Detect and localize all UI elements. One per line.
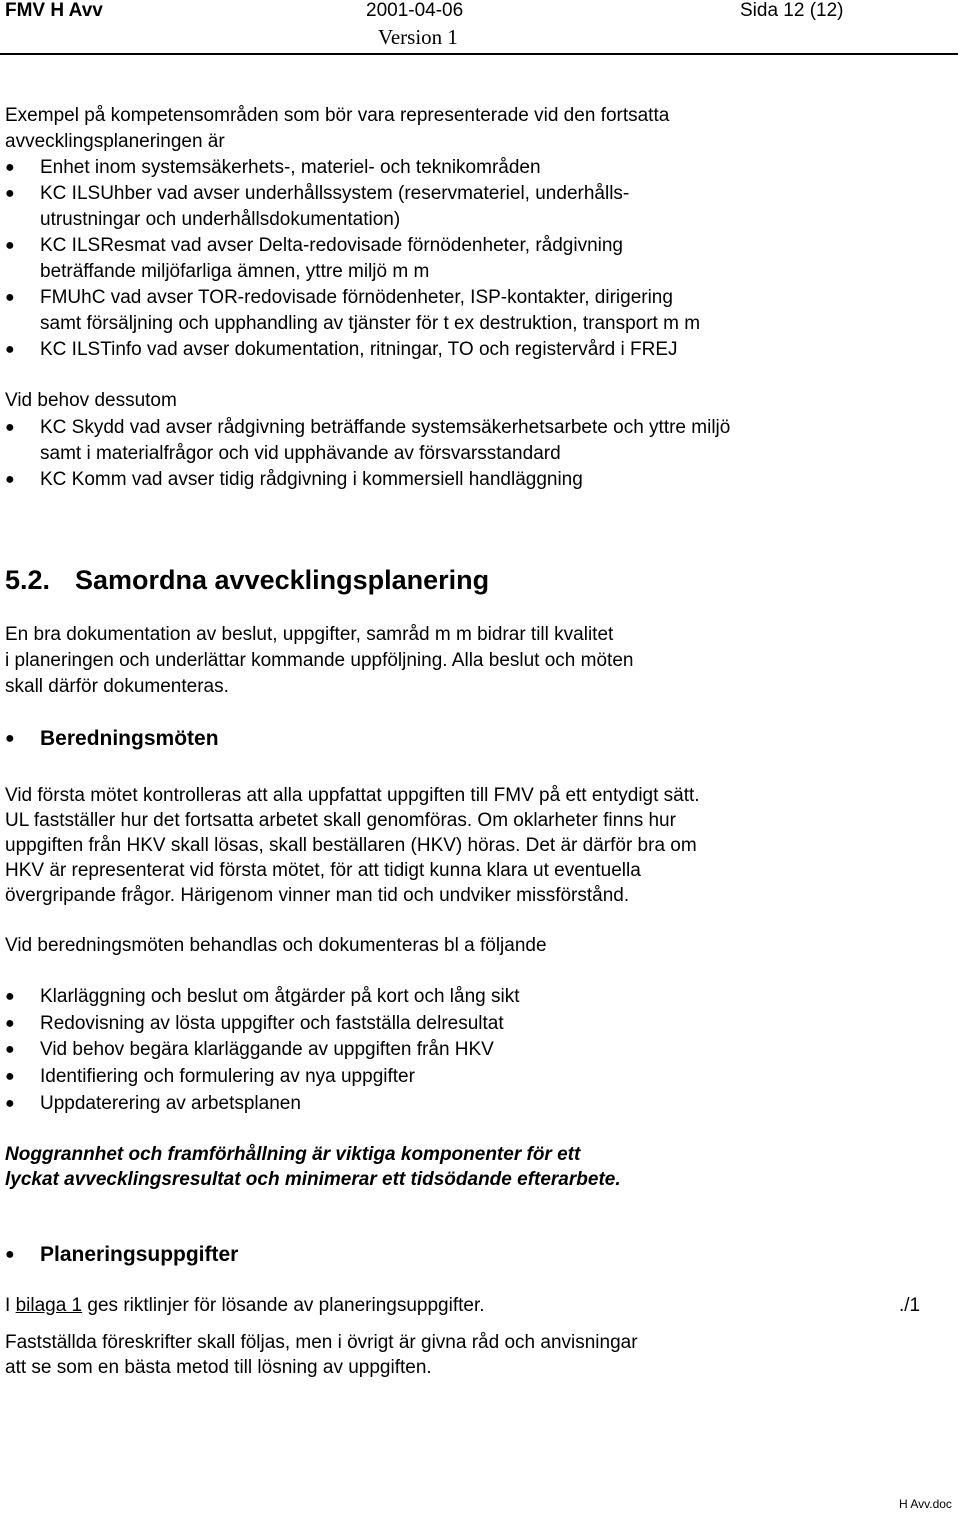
list-item: FMUhC vad avser TOR-redovisade förnödenheter, ISP-kontakter, dirigering bbox=[40, 287, 673, 308]
section-number: 5.2. bbox=[5, 565, 51, 595]
list-item: Redovisning av lösta uppgifter och fastställa delresultat bbox=[40, 1013, 504, 1034]
header-date: 2001-04-06 bbox=[366, 0, 464, 21]
list-item: samt försäljning och upphandling av tjänster för t ex destruktion, transport m m bbox=[40, 313, 701, 334]
paragraph-line: skall därför dokumenteras. bbox=[5, 676, 229, 697]
paragraph-line: UL fastställer hur det fortsatta arbetet skall genomföras. Om oklarheter finns hur bbox=[5, 810, 676, 831]
bullet-icon: ● bbox=[5, 988, 15, 1005]
bullet-icon: ● bbox=[5, 159, 15, 176]
emphasis-line: Noggrannhet och framförhållning är viktiga komponenter för ett bbox=[5, 1144, 581, 1165]
bullet-icon: ● bbox=[5, 1041, 15, 1058]
bullet-icon: ● bbox=[5, 730, 15, 747]
header-version: Version 1 bbox=[378, 25, 458, 49]
bullet-icon: ● bbox=[5, 1246, 15, 1263]
list-item: KC ILSUhber vad avser underhållssystem (reservmateriel, underhålls- bbox=[40, 183, 630, 204]
intro-text: Exempel på kompetensområden som bör vara representerade vid den fortsatta bbox=[5, 105, 670, 126]
bullet-icon: ● bbox=[5, 419, 15, 436]
paragraph-line: Vid första mötet kontrolleras att alla uppfattat uppgiften till FMV på ett entydigt sätt. bbox=[5, 785, 700, 806]
footer-filename: H Avv.doc bbox=[899, 1497, 952, 1511]
bullet-icon: ● bbox=[5, 341, 15, 358]
list-item: KC Komm vad avser tidig rådgivning i kommersiell handläggning bbox=[40, 469, 583, 490]
paragraph-line: i planeringen och underlättar kommande uppföljning. Alla beslut och möten bbox=[5, 650, 634, 671]
bullet-icon: ● bbox=[5, 1068, 15, 1085]
header-page-number: Sida 12 (12) bbox=[740, 0, 844, 21]
margin-reference: ./1 bbox=[899, 1295, 921, 1316]
paragraph-line: Fastställda föreskrifter skall följas, men i övrigt är givna råd och anvisningar bbox=[5, 1332, 638, 1353]
intro-text: avvecklingsplaneringen är bbox=[5, 131, 225, 152]
header-divider bbox=[0, 53, 958, 55]
list-item: Enhet inom systemsäkerhets-, materiel- och teknikområden bbox=[40, 157, 541, 178]
paragraph-line: HKV är representerat vid första mötet, för att tidigt kunna klara ut eventuella bbox=[5, 860, 641, 881]
paragraph-line: övergripande frågor. Härigenom vinner man tid och undviker missförstånd. bbox=[5, 885, 630, 906]
subheading: Vid behov dessutom bbox=[5, 390, 177, 411]
bullet-icon: ● bbox=[5, 1095, 15, 1112]
bullet-icon: ● bbox=[5, 471, 15, 488]
paragraph-line: En bra dokumentation av beslut, uppgifter, samråd m m bidrar till kvalitet bbox=[5, 624, 614, 645]
bullet-icon: ● bbox=[5, 1015, 15, 1032]
list-item: KC ILSResmat vad avser Delta-redovisade förnödenheter, rådgivning bbox=[40, 235, 623, 256]
paragraph-line: att se som en bästa metod till lösning av uppgiften. bbox=[5, 1357, 432, 1378]
list-item: Identifiering och formulering av nya uppgifter bbox=[40, 1066, 415, 1087]
list-item: Klarläggning och beslut om åtgärder på kort och lång sikt bbox=[40, 986, 520, 1007]
section-title: Samordna avvecklingsplanering bbox=[75, 565, 490, 595]
reference-line bbox=[5, 1296, 485, 1315]
list-item: utrustningar och underhållsdokumentation) bbox=[40, 209, 401, 230]
subsection-heading: Planeringsuppgifter bbox=[40, 1243, 239, 1266]
list-intro: Vid beredningsmöten behandlas och dokumenteras bl a följande bbox=[5, 935, 547, 956]
bullet-icon: ● bbox=[5, 289, 15, 306]
subsection-heading: Beredningsmöten bbox=[40, 727, 219, 750]
emphasis-line: lyckat avvecklingsresultat och minimerar ett tidsödande efterarbete. bbox=[5, 1169, 621, 1190]
bilaga-link[interactable]: bilaga 1 bbox=[15, 1295, 83, 1316]
list-item: KC ILSTinfo vad avser dokumentation, ritningar, TO och registervård i FREJ bbox=[40, 339, 678, 360]
list-item: Uppdaterering av arbetsplanen bbox=[40, 1093, 301, 1114]
list-item: Vid behov begära klarläggande av uppgiften från HKV bbox=[40, 1039, 494, 1060]
bullet-icon: ● bbox=[5, 237, 15, 254]
reference-prefix: I bbox=[5, 1295, 16, 1316]
list-item: samt i materialfrågor och vid upphävande av försvarsstandard bbox=[40, 443, 561, 464]
list-item: beträffande miljöfarliga ämnen, yttre miljö m m bbox=[40, 261, 430, 282]
paragraph-line: uppgiften från HKV skall lösas, skall beställaren (HKV) höras. Det är därför bra om bbox=[5, 835, 697, 856]
bullet-icon: ● bbox=[5, 185, 15, 202]
reference-suffix: ges riktlinjer för lösande av planeringsuppgifter. bbox=[82, 1295, 485, 1316]
header-doc-id: FMV H Avv bbox=[5, 0, 103, 21]
list-item: KC Skydd vad avser rådgivning beträffande systemsäkerhetsarbete och yttre miljö bbox=[40, 417, 731, 438]
